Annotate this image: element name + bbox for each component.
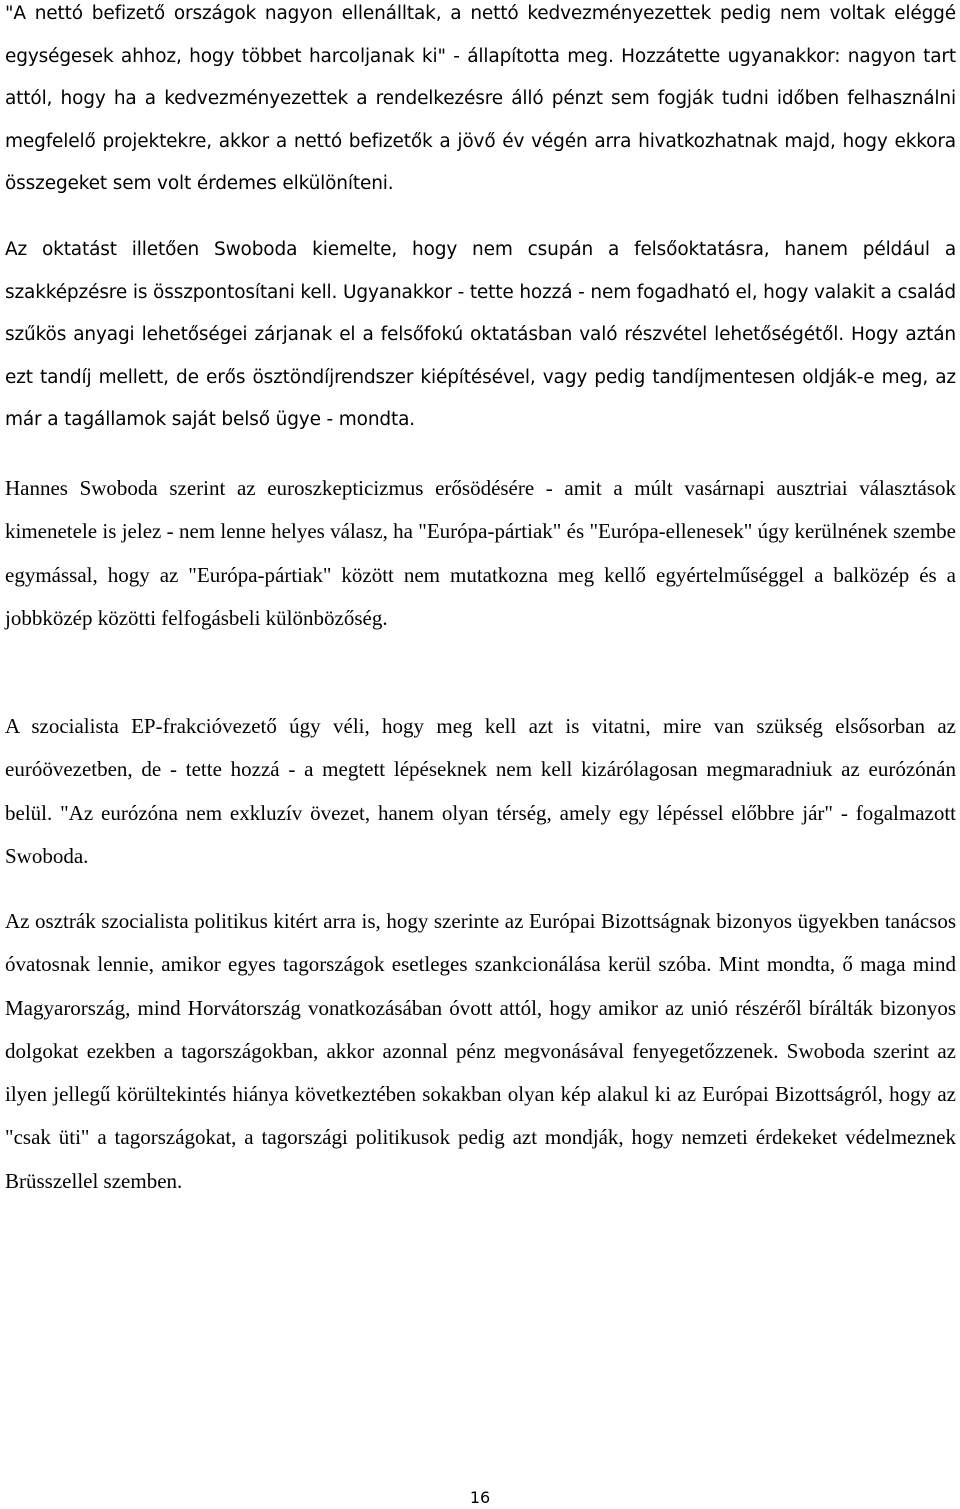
paragraph-3: Hannes Swoboda szerint az euroszkepticizmus erősödésére - amit a múlt vasárnapi ausztriai választások kimenetele is jelez - nem lenne helyes válasz, ha "Európa-pártiak" és "Európa-ellenesek" úgy kerülnének szembe egymással, hogy az "Európa-pártiak" között nem mutatkozna meg kellő egyértelműséggel a balközép és a jobbközép közötti felfogásbeli különbözőség. [5, 476, 956, 630]
page-number: 16 [469, 1488, 491, 1507]
paragraph-1: "A nettó befizető országok nagyon ellenálltak, a nettó kedvezményezettek pedig nem voltak eléggé egységesek ahhoz, hogy többet harcoljanak ki" - állapította meg. Hozzátette ugyanakkor: nagyon tart attól, hogy ha a kedvezményezettek a rendelkezésre álló pénzt sem fogják tudni időben felhasználni megfelelő projektekre, akkor a nettó befizetők a jövő év végén arra hivatkozhatnak majd, hogy ekkora összegeket sem volt érdemes elkülöníteni. [5, 3, 956, 195]
paragraph-5: Az osztrák szocialista politikus kitért arra is, hogy szerinte az Európai Bizottságnak bizonyos ügyekben tanácsos óvatosnak lennie, amikor egyes tagországok esetleges szankcionálása kerül szóba. Mint mondta, ő maga mind Magyarország, mind Horvátország vonatkozásában óvott attól, hogy amikor az unió részéről bírálták bizonyos dolgokat ezekben a tagországokban, akkor azonnal pénz megvonásával fenyegetőzzenek. Swoboda szerint az ilyen jellegű körültekintés hiánya következtében sokakban olyan kép alakul ki az Európai Bizottságról, hogy az "csak üti" a tagországokat, a tagországi politikusok pedig azt mondják, hogy nemzeti érdekeket védelmeznek Brüsszellel szemben. [5, 909, 956, 1193]
paragraph-4: A szocialista EP-frakcióvezető úgy véli, hogy meg kell azt is vitatni, mire van szükség elsősorban az euróövezetben, de - tette hozzá - a megtett lépéseknek nem kell kizárólagosan megmaradniuk az eurózónán belül. "Az eurózóna nem exkluzív övezet, hanem olyan térség, amely egy lépéssel előbbre jár" - fogalmazott Swoboda. [5, 714, 956, 868]
paragraph-2: Az oktatást illetően Swoboda kiemelte, hogy nem csupán a felsőoktatásra, hanem például a szakképzésre is összpontosítani kell. Ugyanakkor - tette hozzá - nem fogadható el, hogy valakit a család szűkös anyagi lehetőségei zárjanak el a felsőfokú oktatásban való részvétel lehetőségétől. Hogy aztán ezt tandíj mellett, de erős ösztöndíjrendszer kiépítésével, vagy pedig tandíjmentesen oldják-e meg, az már a tagállamok saját belső ügye - mondta. [5, 239, 956, 431]
